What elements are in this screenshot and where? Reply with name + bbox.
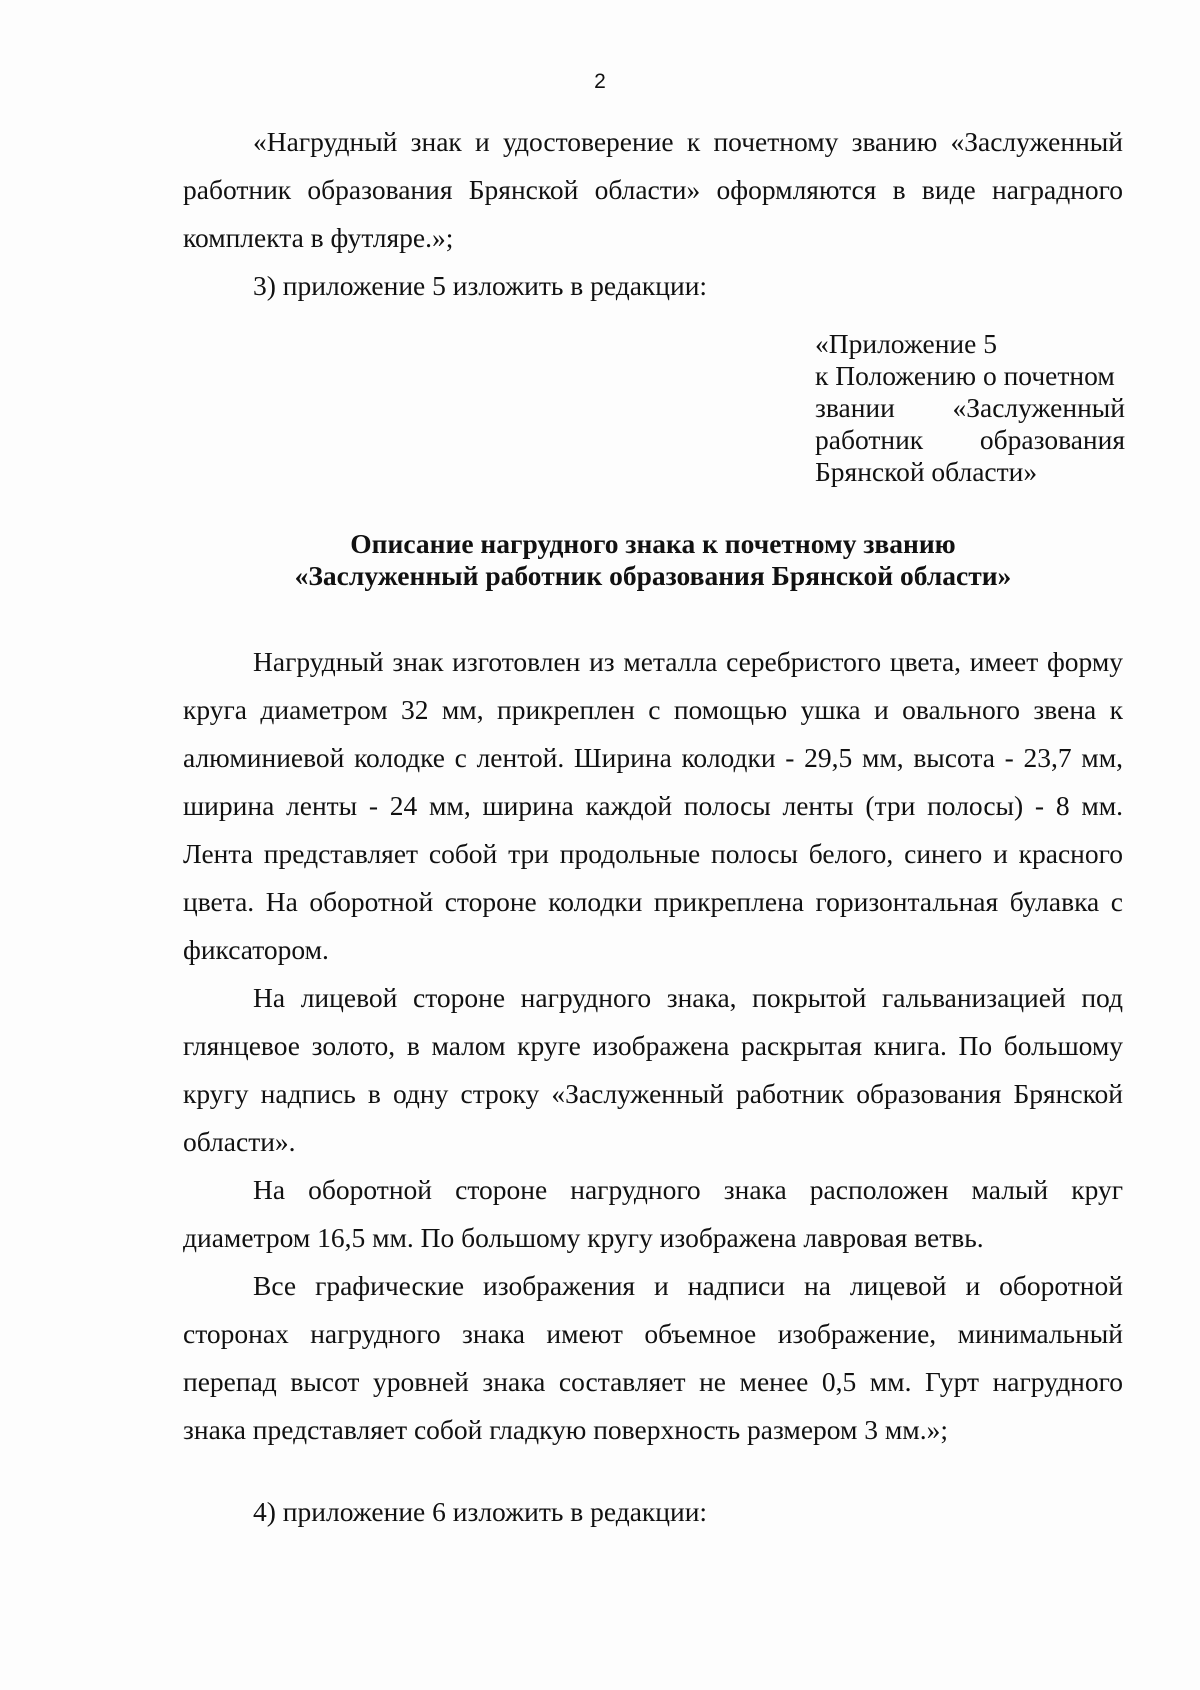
heading-line: Описание нагрудного знака к почетному званию xyxy=(350,528,956,559)
paragraph-award-kit: «Нагрудный знак и удостоверение к почетному званию «Заслуженный работник образования Брянской области» оформляются в виде наградного комплекта в футляре.»; xyxy=(183,126,1123,253)
section-heading xyxy=(183,528,1123,592)
heading-line: «Заслуженный работник образования Брянской области» xyxy=(294,560,1012,591)
paragraph-badge-material: Нагрудный знак изготовлен из металла серебристого цвета, имеет форму круга диаметром 32 мм, прикреплен с помощью ушка и овального звена к алюминиевой колодке с лентой. Ширина колодки - 29,5 мм, высота - 23,7 мм, ширина ленты - 24 мм, ширина каждой полосы ленты (три полосы) - 8 мм. Лента представляет собой три продольные полосы белого, синего и красного цвета. На оборотной стороне колодки прикреплена горизонтальная булавка с фиксатором. xyxy=(183,646,1123,965)
appendix-line: к Положению о почетном xyxy=(815,360,1115,391)
intro-section xyxy=(183,118,1123,262)
paragraph-badge-relief: Все графические изображения и надписи на лицевой и оборотной сторонах нагрудного знака имеют объемное изображение, минимальный перепад высот уровней знака составляет не менее 0,5 мм. Гурт нагрудного знака представляет собой гладкую поверхность размером 3 мм.»; xyxy=(183,1270,1123,1445)
appendix-reference xyxy=(815,328,1125,488)
appendix-line: звании «Заслуженный xyxy=(815,392,1125,423)
paragraph-badge-front: На лицевой стороне нагрудного знака, покрытой гальванизацией под глянцевое золото, в малом круге изображена раскрытая книга. По большому кругу надпись в одну строку «Заслуженный работник образования Брянской области». xyxy=(183,982,1123,1157)
appendix-line: Брянской области» xyxy=(815,456,1038,487)
page-number: 2 xyxy=(594,70,606,93)
amendment-item-4: 4) приложение 6 изложить в редакции: xyxy=(253,1496,708,1527)
paragraph-badge-back: На оборотной стороне нагрудного знака расположен малый круг диаметром 16,5 мм. По большому кругу изображена лавровая ветвь. xyxy=(183,1174,1123,1253)
appendix-line: работник образования xyxy=(815,424,1125,455)
amendment-item-3: 3) приложение 5 изложить в редакции: xyxy=(253,270,708,301)
appendix-line: «Приложение 5 xyxy=(815,328,997,359)
description-body xyxy=(183,638,1123,1454)
